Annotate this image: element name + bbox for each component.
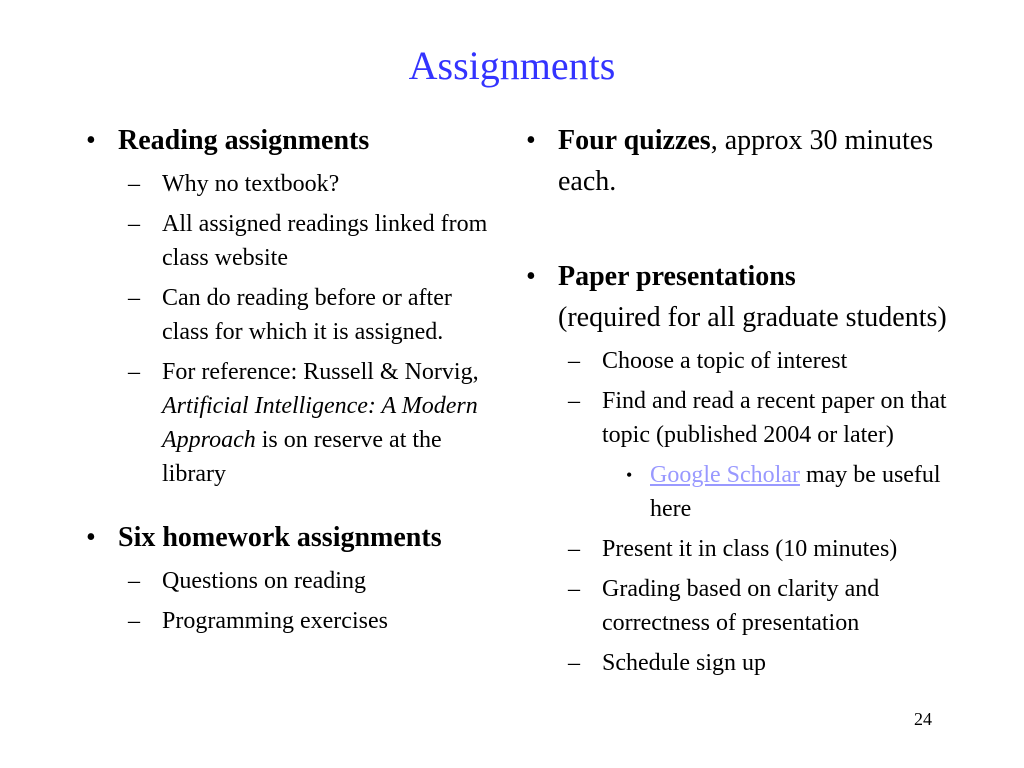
dash-icon: – [128,211,140,237]
page-number: 24 [914,709,932,729]
right-column [522,120,962,680]
bullet-icon: • [86,522,96,553]
left-column [82,120,502,638]
sub-bullet: – All assigned readings linked from class website [82,207,502,275]
bullet-presentations [522,256,962,338]
dash-icon: – [568,650,580,676]
quizzes-detail: , approx 30 minutes each. [558,125,934,197]
sub-bullet: – Schedule sign up [522,646,962,680]
dash-icon: – [128,359,140,385]
bullet-icon: • [526,261,536,292]
sub-bullet: – Present it in class (10 minutes) [522,532,962,566]
book-title: Artificial Intelligence: A Modern Approach [162,393,478,453]
sub-bullet: – Why no textbook? [82,167,502,201]
dash-icon: – [568,388,580,414]
slide-title: Assignments [408,43,616,88]
bullet-quizzes [522,120,962,202]
reading-heading: Reading assignments [118,125,370,156]
dash-icon: – [568,576,580,602]
quizzes-heading: Four quizzes [558,125,711,156]
dash-icon: – [568,536,580,562]
dash-icon: – [128,171,140,197]
sub-bullet: – Can do reading before or after class for which it is assigned. [82,281,502,349]
bullet-icon: • [526,125,536,156]
dash-icon: – [128,285,140,311]
bullet-icon: • [86,125,96,156]
sub-bullet: – Grading based on clarity and correctness of presentation [522,572,962,640]
bullet-reading-assignments [82,120,502,161]
dash-icon: – [128,608,140,634]
reference-post: is on reserve at the library [162,427,442,487]
sub-bullet-reference [82,355,502,491]
sub-bullet: – Programming exercises [82,604,502,638]
presentations-heading: Paper presentations [558,261,796,292]
google-scholar-link[interactable]: Google Scholar [650,462,800,488]
homework-heading: Six homework assignments [118,522,442,553]
sub-bullet: – Choose a topic of interest [522,344,962,378]
presentations-detail: (required for all graduate students) [558,302,947,333]
sub-bullet: – Find and read a recent paper on that topic (published 2004 or later) [522,384,962,452]
reference-pre: For reference: Russell & Norvig, [162,359,479,385]
bullet-icon: • [626,465,633,485]
bullet-homework [82,517,502,558]
sub-sub-bullet: • Google Scholar may be useful here [522,458,962,526]
dash-icon: – [128,568,140,594]
dash-icon: – [568,348,580,374]
sub-bullet: – Questions on reading [82,564,502,598]
